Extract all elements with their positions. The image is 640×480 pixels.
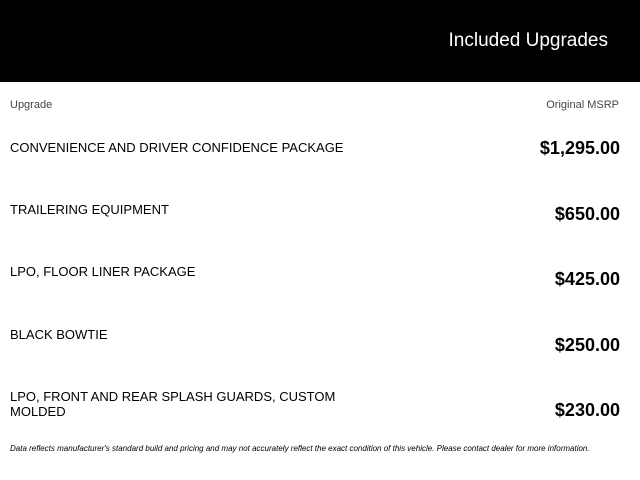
upgrade-price: $425.00 (554, 269, 620, 289)
upgrade-name: LPO, FRONT AND REAR SPLASH GUARDS, CUSTOM MOLDED (10, 389, 336, 419)
header-banner (0, 0, 640, 82)
upgrade-name: CONVENIENCE AND DRIVER CONFIDENCE PACKAGE (10, 140, 344, 155)
list-item (0, 202, 640, 262)
column-header-msrp: Original MSRP (546, 99, 619, 111)
list-item (0, 264, 640, 324)
disclaimer-text: Data reflects manufacturer's standard build and pricing and may not accurately reflect the exact condition of this vehicle. Please contact dealer for more information. (10, 444, 590, 453)
upgrade-name: BLACK BOWTIE (10, 327, 108, 342)
list-item (0, 327, 640, 387)
page-title: Included Upgrades (448, 30, 608, 51)
list-item (0, 140, 640, 200)
upgrade-price: $1,295.00 (539, 138, 620, 158)
upgrade-name: LPO, FLOOR LINER PACKAGE (10, 264, 196, 279)
list-item (0, 389, 640, 449)
column-header-upgrade: Upgrade (10, 99, 53, 111)
upgrade-price: $650.00 (554, 204, 620, 224)
upgrade-name: TRAILERING EQUIPMENT (10, 202, 169, 217)
upgrade-price: $230.00 (554, 400, 620, 420)
upgrade-price: $250.00 (554, 335, 620, 355)
